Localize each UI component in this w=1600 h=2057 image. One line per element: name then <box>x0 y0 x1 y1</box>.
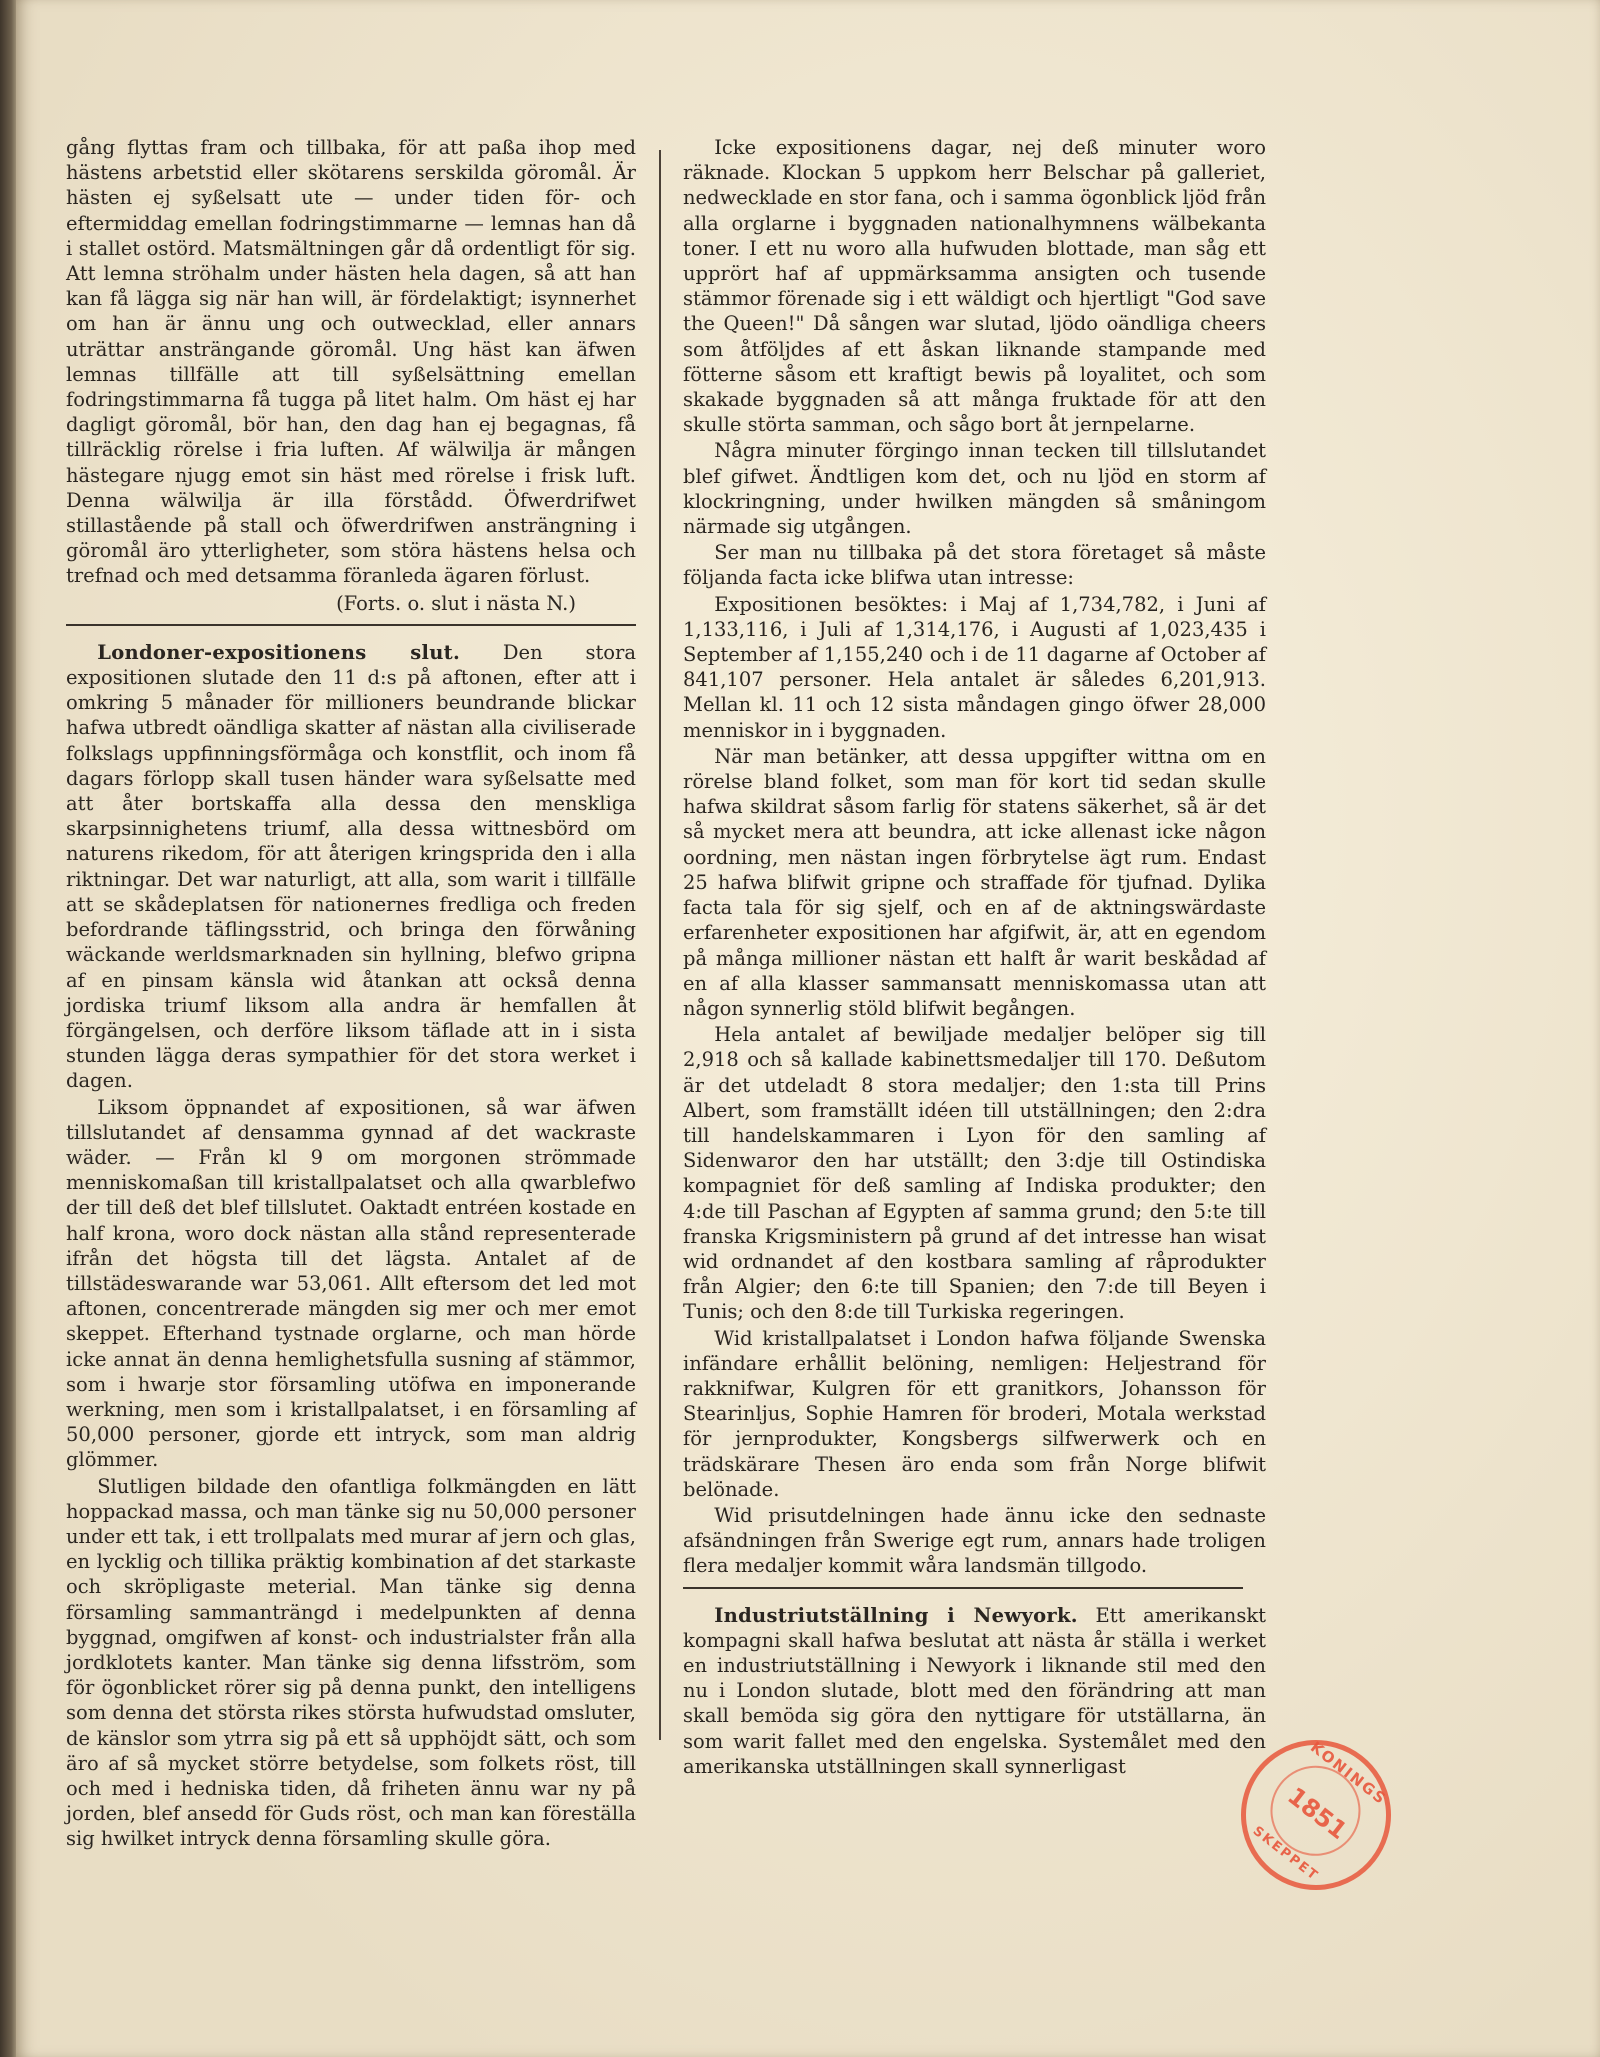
paragraph: Slutligen bildade den ofantliga folkmängden en lätt hoppackad massa, och man tänke sig nu 50,000 personer under ett tak, i ett trollpalats med murar af jern och glas, en lycklig och tillika präktig kombination af det starkaste och skröpligaste meterial. Man tänke sig denna församling sammanträngd i medelpunkten af denna byggnad, omgifwen af konst- och industrialster från alla jordklotets kanter. Man tänke sig denna lifsström, som för ögonblicket rörer sig på denna punkt, den intelligens som denna det största rikes största hufwudstad omsluter, de känslor som ytrra sig på ett så upphöjdt sätt, och som äro af så mycket större betydelse, som folkets röst, till och med i hedniska tiden, då friheten ännu war ny på jorden, blef ansedd för Guds röst, och man kan föreställa sig hwilket intryck denna församling skulle göra. <box>66 1474 636 1851</box>
article-title: Londoner-expositionens slut. <box>97 640 461 664</box>
paragraph: När man betänker, att dessa uppgifter wittna om en rörelse bland folket, som man för kort tid sedan skulle hafwa skildrat såsom farlig för statens säkerhet, så är det så mycket mera att beundra, att icke allenast icke någon oordning, men nästan ingen förbrytelse ägt rum. Endast 25 hafwa blifwit gripne och straffade för tjufnad. Dylika facta tala för sig sjelf, och en af de aktningswärdaste erfarenheter expositionen har afgifwit, är, att en egendom på många millioner nästan ett halft år warit beskådad af en af alla klasser sammansatt menniskomassa utan att någon synnerlig stöld blifwit begången. <box>683 744 1266 1020</box>
section-rule <box>683 1587 1243 1589</box>
paragraph: Liksom öppnandet af expositionen, så war äfwen tillslutandet af densamma gynnad af det wackraste wäder. — Från kl 9 om morgonen strömmade menniskomaßan till kristallpalatset och alla qwarblefwo der till deß det blef tillslutet. Oaktadt entréen kostade en half krona, woro dock nästan alla stånd representerade ifrån det högsta till det lägsta. Antalet af de tillstädeswarande war 53,061. Allt eftersom det led mot aftonen, concentrerade mängden sig mer och mer emot skeppet. Efterhand tystnade orglarne, och man hörde icke annat än denna hemlighetsfulla susning af stämmor, som i hwarje stor församling utöfwa en imponerande werkning, men som i kristallpalatset, i en församling af 50,000 personer, gjorde ett intryck, som man aldrig glömmer. <box>66 1095 636 1472</box>
newspaper-page <box>16 0 1600 2057</box>
swedish-awards-paragraph: Wid kristallpalatset i London hafwa följande Swenska infändare erhållit belöning, nemligen: Heljestrand för rakknifwar, Kulgren för ett granitkors, Johansson för Stearinljus, Sophie Hamren för broderi, Motala werkstad för jernprodukter, Kongsbergs silfwerwerk och en trädskärare Thesen äro enda som från Norge blifwit belönade. <box>683 1326 1266 1501</box>
stamp-text-bottom: SKEPPET <box>1249 1823 1322 1885</box>
statistics-paragraph: Expositionen besöktes: i Maj af 1,734,782, i Juni af 1,133,116, i Juli af 1,314,176, i Augusti af 1,023,435 i September af 1,155,240 och i de 11 dagarne af October af 841,107 personer. Hela antalet är således 6,201,913. Mellan kl. 11 och 12 sista måndagen gingo öfwer 28,000 menniskor in i byggnaden. <box>683 592 1266 742</box>
paragraph: Wid prisutdelningen hade ännu icke den sednaste afsändningen från Swerige egt rum, annars hade troligen flera medaljer kommit wåra landsmän tillgodo. <box>683 1503 1266 1578</box>
paragraph: Icke expositionens dagar, nej deß minuter woro räknade. Klockan 5 uppkom herr Belschar på galleriet, nedwecklade en stor fana, och i samma ögonblick ljöd från alla orglarne i byggnaden nationalhymnens wälbekanta toner. I ett nu woro alla hufwuden blottade, man såg ett upprört haf af uppmärksamma ansigten och tusende stämmor förenade sig i ett wäldigt och hjertligt "God save the Queen!" Då sången war slutad, ljödo oändliga cheers som åtföljdes af ett åskan liknande stampande med fötterne såsom ett kraftigt bewis på loyalitet, och som skakade byggnaden så att många fruktade för att den skulle störta samman, och sågo bort åt jernpelarne. <box>683 136 1266 437</box>
stamp-text-year: 1851 <box>1282 1781 1353 1846</box>
article-paragraph <box>66 640 636 1094</box>
column-divider <box>659 150 661 1740</box>
medals-paragraph: Hela antalet af bewiljade medaljer belöper sig till 2,918 och så kallade kabinettsmedaljer till 170. Deßutom är det utdeladt 8 stora medaljer; den 1:sta till Prins Albert, som framställt idéen till utställningen; den 2:dra till handelskammaren i Lyon för den samling af Sidenwaror den har utställt; den 3:dje till Ostindiska kompagniet för deß samling af Indiska produkter; den 4:de till Paschan af Egypten af samma grund; den 5:te till franska Krigsministern på grund af det intresse han wisat wid ordnandet af den kostbara samling af råprodukter från Algier; den 6:te till Spanien; den 7:de till Beyen i Tunis; och den 8:de till Turkiska regeringen. <box>683 1023 1266 1324</box>
right-column <box>683 135 1266 1780</box>
paragraph: gång flyttas fram och tillbaka, för att paßa ihop med hästens arbetstid eller skötarens serskilda göromål. Är hästen ej syßelsatt ute — under tiden för- och eftermiddag emellan fodringstimmarne — lemnas han då i stallet ostörd. Matsmältningen går då ordentligt för sig. Att lemna ströhalm under hästen hela dagen, så att han kan få lägga sig när han will, är fördelaktigt; isynnerhet om han är ännu ung och outwecklad, eller annars uträttar ansträngande göromål. Ung häst kan äfwen lemnas tillfälle att till syßelsättning emellan fodringstimmarna få tugga på litet halm. Om häst ej har dagligt göromål, bör han, den dag han ej begagnas, få tillräcklig rörelse i fria luften. Af wälwilja är mången hästegare njugg emot sin häst med rörelse i frisk luft. Denna wälwilja är illa förstådd. Öfwerdrifwet stillastående på stall och öfwerdrifwen ansträngning i göromål äro ytterligheter, som störa hästens helsa och trefnad och med detsamma föranleda ägaren förlust. <box>66 136 636 588</box>
left-column <box>66 135 636 1853</box>
book-binding <box>0 0 16 2057</box>
article-text: Ett amerikanskt kompagni skall hafwa beslutat att nästa år ställa i werket en industriutställning i Newyork i liknande stil med den nu i London slutade, blott med den förändring att man skall bemöda sig göra den nyttigare för utställarna, än som warit fallet med den engelska. Systemålet med den amerikanska utställningen skall synnerligast <box>683 1603 1267 1778</box>
paragraph: Några minuter förgingo innan tecken till tillslutandet blef gifwet. Ändtligen kom det, och nu ljöd en storm af klockringning, under hwilken mängden så småningom närmade sig utgången. <box>683 439 1266 539</box>
paragraph: Ser man nu tillbaka på det stora företaget så måste följanda facta icke blifwa utan intresse: <box>683 541 1266 590</box>
article-text: Den stora expositionen slutade den 11 d:s på aftonen, efter att i omkring 5 månader för millioners beundrande blickar hafwa utbredt oändliga skatter af nästan alla civiliserade folkslags uppfinningsförmåga och konstflit, och inom få dagars förlopp skall tusen händer wara syßelsatte med att åter bortskaffa alla dessa den menskliga skarpsinnighetens triumf, alla dessa wittnesbörd om naturens rikedom, för att återigen kringsprida den i alla riktningar. Det war naturligt, att alla, som warit i tillfälle att se skådeplatsen för nationernes fredliga och freden befordrande täflingsstrid, och bringa den förwåning wäckande werldsmarknaden sin hyllning, blefwo gripna af en pinsam känsla wid åtankan att också denna jordiska triumf liksom alla andra är hemfallen åt förgängelsen, och derföre liksom täflade att in i sista stunden lägga deras sympathier för det stora werket i dagen. <box>66 640 636 1093</box>
section-rule <box>66 624 636 626</box>
article-title: Industriutställning i Newyork. <box>714 1603 1078 1627</box>
continuation-note: (Forts. o. slut i nästa N.) <box>336 591 576 615</box>
stamp-text-top: KONINGS <box>1307 1737 1391 1809</box>
article-paragraph <box>683 1603 1266 1779</box>
